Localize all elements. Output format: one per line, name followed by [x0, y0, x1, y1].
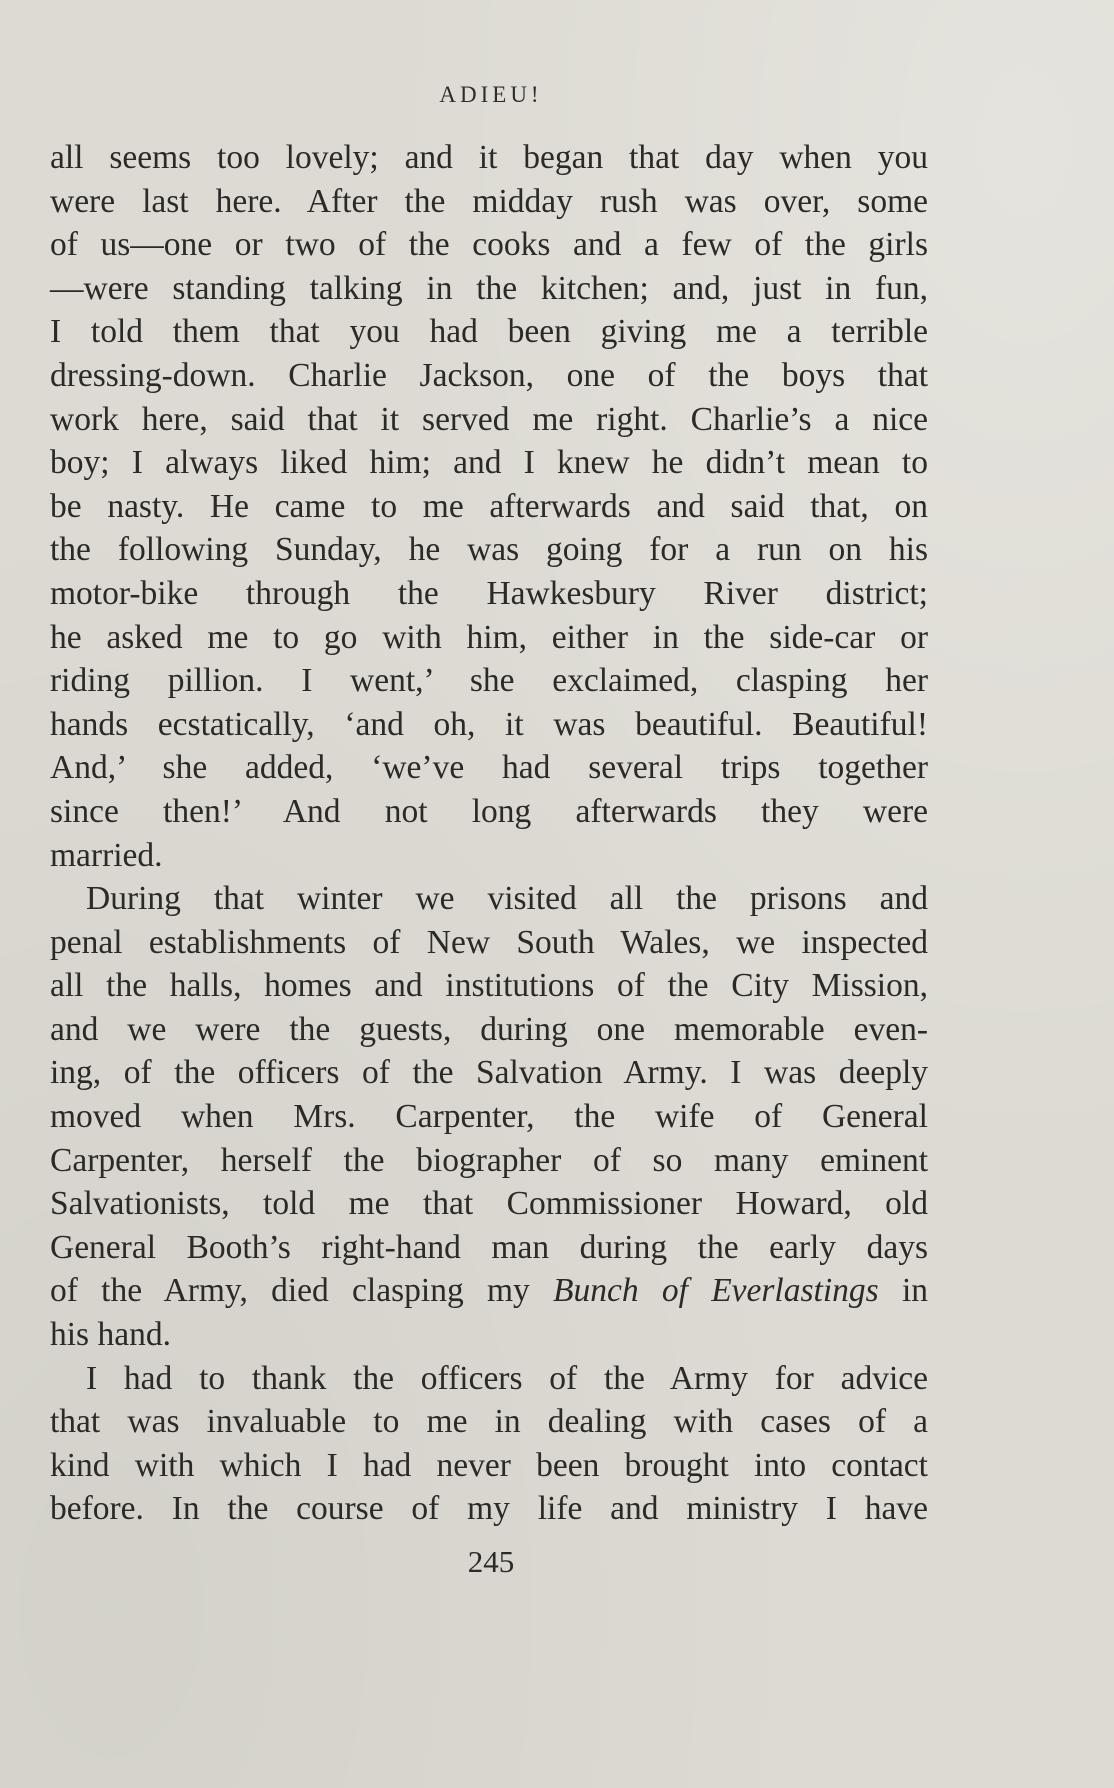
- text-line: motor-bike through the Hawkesbury River district;: [50, 574, 928, 612]
- text-span: in: [878, 1272, 929, 1310]
- text-line-with-italic: [50, 1269, 928, 1313]
- text-line: of us—one or two of the cooks and a few of the girls: [50, 226, 928, 264]
- text-line: all the halls, homes and institutions of the City Mission,: [50, 967, 928, 1005]
- book-title-italic: Bunch of Everlastings: [553, 1272, 879, 1310]
- text-span: of the Army, died clasping my: [50, 1272, 554, 1310]
- text-line: General Booth’s right-hand man during the early days: [50, 1228, 928, 1266]
- text-line: moved when Mrs. Carpenter, the wife of General: [50, 1098, 928, 1136]
- text-line: Salvationists, told me that Commissioner Howard, old: [50, 1185, 928, 1223]
- text-line: I told them that you had been giving me a terrible: [50, 313, 928, 351]
- page-number: 245: [467, 1544, 515, 1579]
- body-text: [50, 136, 928, 1531]
- text-line: boy; I always liked him; and I knew he didn’t mean to: [50, 444, 928, 482]
- text-line: married.: [50, 836, 163, 874]
- text-line: and we were the guests, during one memorable even-: [50, 1010, 928, 1048]
- text-line: before. In the course of my life and ministry I have: [50, 1490, 928, 1528]
- text-line: Carpenter, herself the biographer of so many eminent: [50, 1141, 928, 1179]
- text-line: he asked me to go with him, either in the side-car or: [50, 618, 928, 656]
- running-head: ADIEU!: [439, 82, 543, 107]
- text-line: penal establishments of New South Wales, we inspected: [50, 923, 928, 961]
- text-line: dressing-down. Charlie Jackson, one of the boys that: [50, 356, 928, 394]
- text-line: since then!’ And not long afterwards they were: [50, 792, 928, 830]
- text-line: the following Sunday, he was going for a run on his: [50, 531, 928, 569]
- text-line: riding pillion. I went,’ she exclaimed, clasping her: [50, 662, 928, 700]
- text-line: kind with which I had never been brought into contact: [50, 1446, 928, 1484]
- text-line: his hand.: [50, 1316, 171, 1354]
- paragraph-first-line: During that winter we visited all the prisons and: [86, 880, 928, 918]
- text-line: work here, said that it served me right. Charlie’s a nice: [50, 400, 928, 438]
- text-line: —were standing talking in the kitchen; and, just in fun,: [50, 269, 928, 307]
- text-line: hands ecstatically, ‘and oh, it was beautiful. Beautiful!: [50, 705, 928, 743]
- text-line: And,’ she added, ‘we’ve had several trips together: [50, 749, 928, 787]
- paragraph-first-line: I had to thank the officers of the Army for advice: [86, 1359, 928, 1397]
- text-line: ing, of the officers of the Salvation Army. I was deeply: [50, 1054, 928, 1092]
- text-line: were last here. After the midday rush was over, some: [50, 182, 928, 220]
- text-line: all seems too lovely; and it began that day when you: [50, 139, 928, 176]
- text-line: that was invaluable to me in dealing with cases of a: [50, 1403, 928, 1441]
- text-line: be nasty. He came to me afterwards and said that, on: [50, 487, 928, 525]
